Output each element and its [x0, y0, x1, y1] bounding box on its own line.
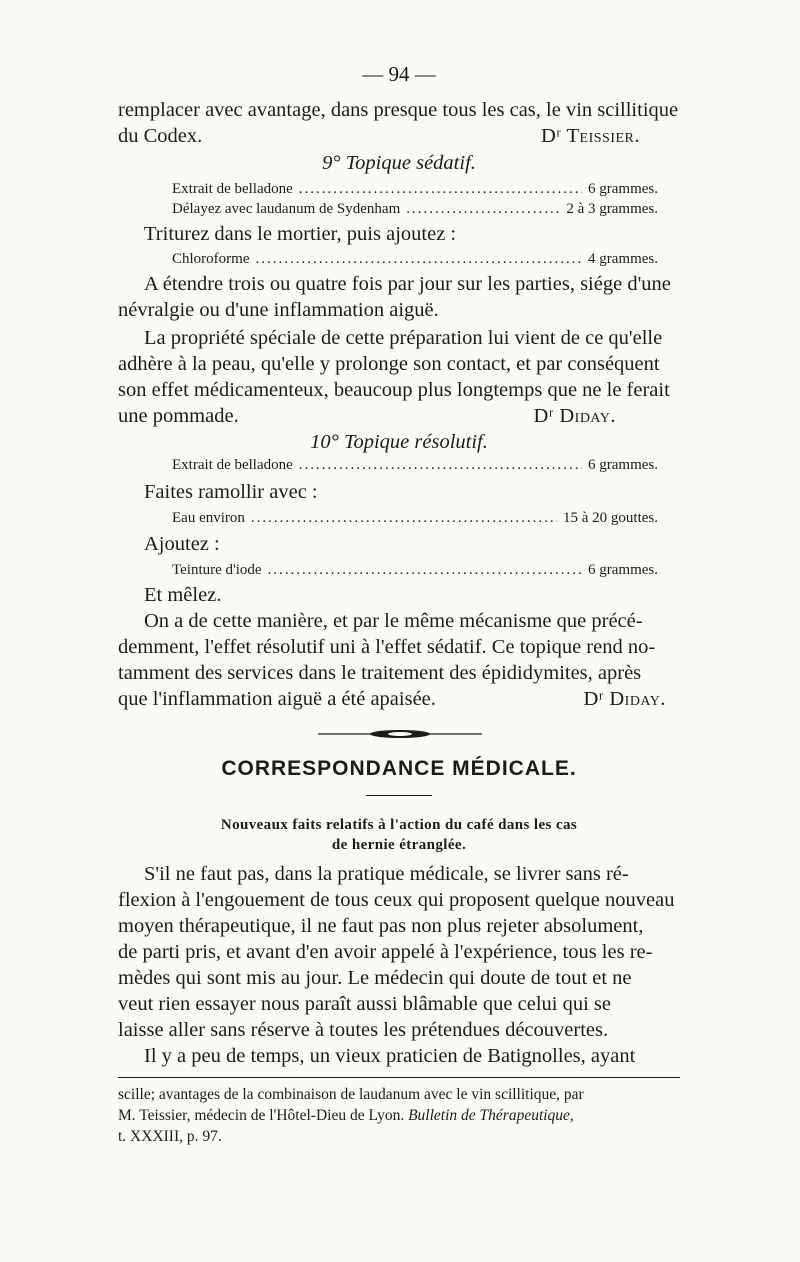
leader-dots [406, 201, 560, 218]
ingredient-name: Eau environ [172, 510, 245, 526]
recipe-row [172, 201, 658, 218]
ornament-divider [318, 727, 482, 741]
section-title: 10° Topique résolutif. [310, 431, 488, 453]
journal-title: Bulletin de Thérapeutique, [408, 1107, 574, 1124]
text-line: Il y a peu de temps, un vieux praticien de Batignolles, ayant [144, 1045, 636, 1067]
text-line: laisse aller sans réserve à toutes les prétendues découvertes. [118, 1019, 609, 1041]
text-line: son effet médicamenteux, beaucoup plus longtemps que ne le ferait [118, 379, 670, 401]
ingredient-name: Extrait de belladone [172, 457, 293, 473]
leader-dots [299, 457, 582, 474]
text-line: de parti pris, et avant d'en avoir appelé à l'expérience, tous les re- [118, 941, 653, 963]
ingredient-quantity: 2 à 3 grammes. [566, 201, 658, 217]
signature-line [118, 404, 680, 428]
recipe-row [172, 251, 658, 268]
article-subtitle: Nouveaux faits relatifs à l'action du café dans les cas [220, 817, 578, 833]
page-number: — 94 — [362, 62, 436, 86]
signature-line [118, 124, 680, 148]
leader-dots [251, 510, 557, 527]
ingredient-name: Extrait de belladone [172, 181, 293, 197]
ingredient-quantity: 6 grammes. [588, 562, 658, 578]
text-span: une pommade. [118, 405, 239, 427]
section-title: 9° Topique sédatif. [322, 152, 476, 174]
text-line: demment, l'effet résolutif uni à l'effet sédatif. Ce topique rend no- [118, 636, 656, 658]
ingredient-quantity: 6 grammes. [588, 457, 658, 473]
ingredient-name: Teinture d'iode [172, 562, 262, 578]
instruction: Ajoutez : [144, 533, 220, 555]
ingredient-quantity: 15 à 20 gouttes. [563, 510, 658, 526]
leader-dots [268, 562, 582, 579]
footnote-rule [118, 1077, 680, 1078]
short-divider [366, 795, 432, 796]
author-signature: Dʳ Diday. [533, 405, 616, 427]
ingredient-quantity: 4 grammes. [588, 251, 658, 267]
footnote-line [118, 1106, 680, 1126]
instruction: Faites ramollir avec : [144, 481, 318, 503]
ingredient-quantity: 6 grammes. [588, 181, 658, 197]
article-subtitle: de hernie étranglée. [331, 837, 467, 853]
text-line: tamment des services dans le traitement des épididymites, après [118, 662, 642, 684]
instruction: Et mêlez. [144, 584, 222, 606]
text-line: moyen thérapeutique, il ne faut pas non plus rejeter absolument, [118, 915, 644, 937]
text-line: adhère à la peau, qu'elle y prolonge son contact, et par conséquent [118, 353, 660, 375]
author-signature: Dʳ Diday. [583, 688, 666, 710]
text-span: que l'inflammation aiguë a été apaisée. [118, 688, 436, 710]
text-line: On a de cette manière, et par le même mécanisme que précé- [144, 610, 643, 632]
text-span: remplacer avec avantage, dans presque tous les cas, le vin scillitique [118, 99, 679, 121]
text-line: mèdes qui sont mis au jour. Le médecin qui doute de tout et ne [118, 967, 632, 989]
text-line: névralgie ou d'une inflammation aiguë. [118, 299, 439, 321]
text-line: flexion à l'engouement de tous ceux qui proposent quelque nouveau [118, 889, 675, 911]
ingredient-name: Chloroforme [172, 251, 250, 267]
section-heading: CORRESPONDANCE MÉDICALE. [221, 757, 577, 780]
recipe-row [172, 510, 658, 527]
author-signature: Dʳ Teissier. [541, 125, 640, 147]
footnote-line: scille; avantages de la combinaison de laudanum avec le vin scillitique, par [118, 1086, 584, 1103]
recipe-row [172, 457, 658, 474]
text-span: du Codex. [118, 125, 203, 147]
footnote-line: t. XXXIII, p. 97. [118, 1128, 222, 1145]
text-line: veut rien essayer nous paraît aussi blâmable que celui qui se [118, 993, 611, 1015]
text-line: A étendre trois ou quatre fois par jour sur les parties, siége d'une [144, 273, 671, 295]
signature-line [118, 687, 680, 711]
instruction: Triturez dans le mortier, puis ajoutez : [144, 223, 457, 245]
leader-dots [299, 181, 582, 198]
text-line [118, 98, 680, 122]
text-span: M. Teissier, médecin de l'Hôtel-Dieu de Lyon. [118, 1107, 405, 1124]
text-line: S'il ne faut pas, dans la pratique médicale, se livrer sans ré- [144, 863, 629, 885]
ingredient-name: Délayez avec laudanum de Sydenham [172, 201, 401, 217]
text-line: La propriété spéciale de cette préparation lui vient de ce qu'elle [144, 327, 663, 349]
recipe-row [172, 181, 658, 198]
leader-dots [255, 251, 582, 268]
recipe-row [172, 562, 658, 579]
